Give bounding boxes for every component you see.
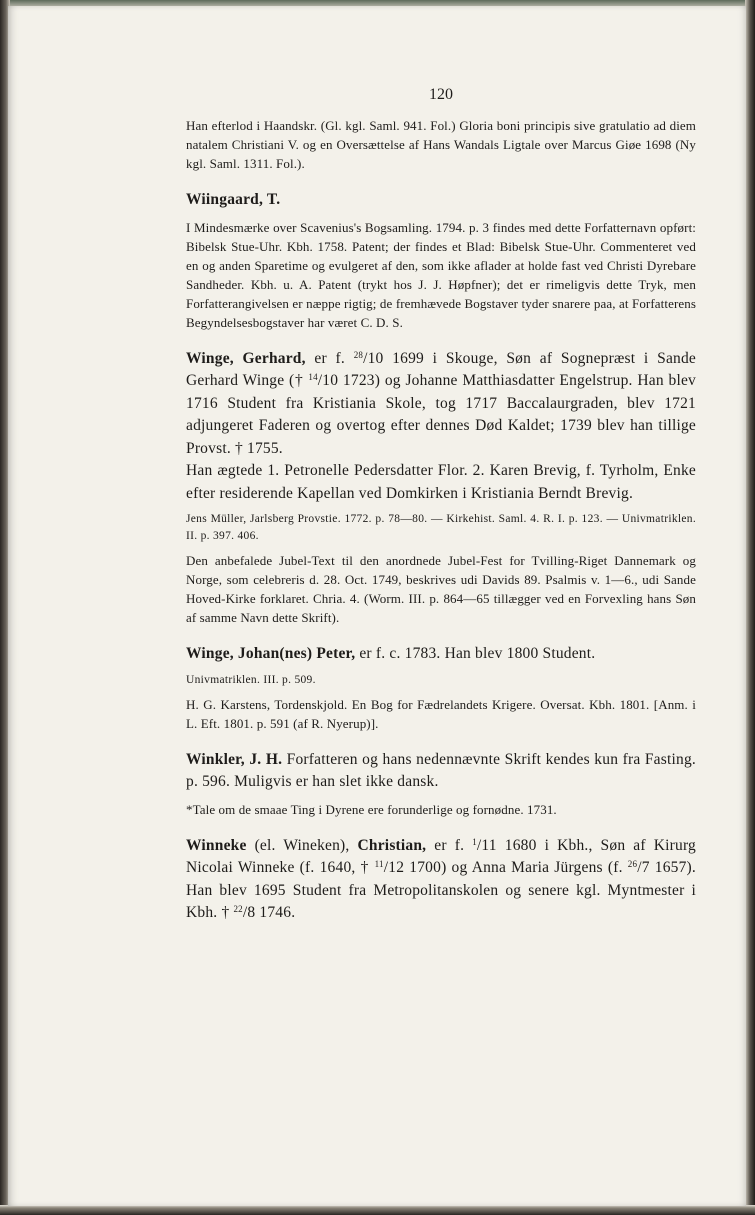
winkler-work: *Tale om de smaae Ting i Dyrene ere forunderlige og fornødne. 1731.	[186, 801, 557, 817]
entry-name: Winge, Gerhard,	[186, 349, 306, 367]
entry-name: Winneke	[186, 836, 247, 854]
winge-jp-work: H. G. Karstens, Tordenskjold. En Bog for Fædrelandets Krigere. Oversat. Kbh. 1801. [Anm. i L. Eft. 1801. p. 591 (af R. Nyerup)].	[186, 696, 696, 731]
entry-winneke: Winneke (el. Wineken), Christian, er f. $^1$/11 1680 i Kbh., Søn af Kirurg Nicolai Winneke (f. 1640, † $^{11}$/12 1700) og Anna Maria Jürgens (f. $^{26}$/7 1657). Han blev 1695 Student fra Metropolitanskolen og senere kgl. Myntmester i Kbh. † $^{22}$/8 1746.	[186, 836, 696, 921]
winge-gerhard-marriage: Han ægtede 1. Petronelle Pedersdatter Flor. 2. Karen Brevig, f. Tyrholm, Enke efter residerende Kapellan ved Domkirken i Kristiania Berndt Brevig.	[186, 462, 696, 502]
wiingaard-body: I Mindesmærke over Scavenius's Bogsamling. 1794. p. 3 findes med dette Forfatternavn opført: Bibelsk Stue-Uhr. Kbh. 1758. Patent; der findes et Blad: Bibelsk Stue-Uhr. Commenteret ved en og anden Sparetime og evulgeret af den, som ikke aflader at holde fast ved Christi Dyrebare Sandheder. Kbh. u. A. Patent (trykt hos J. J. Høpfner); det er rimeligvis dette Tryk, men Forfatterangivelsen er næppe rigtig; de fremhævede Bogstaver tyder snarere paa, at Forfatterens Begyndelsesbogstaver har været C. D. S.	[186, 219, 696, 330]
page-right-edge	[745, 0, 755, 1215]
entry-name: Winge, Johan(nes) Peter,	[186, 645, 356, 662]
entry-name: Winkler, J. H.	[186, 750, 283, 768]
winge-gerhard-work: Den anbefalede Jubel-Text til den anordnede Jubel-Fest for Tvilling-Riget Dannemark og Norge, som celebreris d. 28. Oct. 1749, beskrives udi Davids 89. Psalmis v. 1—6., udi Sande Hoved-Kirke forklaret. Chria. 4. (Worm. III. p. 864—65 tillægger ved en Forvexling hans Søn af samme Navn dette Skrift).	[186, 553, 696, 625]
entry-winge-gerhard: Winge, Gerhard, er f. $^{28}$/10 1699 i Skouge, Søn af Sognepræst i Sande Gerhard Winge († $^{14}$/10 1723) og Johanne Matthiasdatter Engelstrup. Han blev 1716 Student fra Kristiania Skole, tog 1717 Baccalaurgraden, blev 1721 adjungeret Faderen og overtog efter dennes Død Kaldet; 1739 blev han tillige Provst. † 1755.	[186, 349, 697, 457]
page-bottom-edge	[0, 1205, 755, 1215]
entry-winge-johan-peter: Winge, Johan(nes) Peter, er f. c. 1783. Han blev 1800 Student.	[186, 645, 596, 662]
winge-jp-sources: Univmatriklen. III. p. 509.	[186, 673, 316, 686]
entry-winkler: Winkler, J. H. Forfatteren og hans nedennævnte Skrift kendes kun fra Fasting. p. 596. Muligvis er han slet ikke dansk.	[186, 750, 696, 790]
page-number: 120	[429, 86, 453, 103]
intro-paragraph: Han efterlod i Haandskr. (Gl. kgl. Saml. 941. Fol.) Gloria boni principis sive gratulatio ad diem natalem Christiani V. og en Oversættelse af Hans Wandals Ligtale over Marcus Giøe 1698 (Ny kgl. Saml. 1311. Fol.).	[186, 118, 696, 171]
entry-heading-wiingaard	[186, 189, 696, 212]
entry-name: Wiingaard, T.	[186, 191, 281, 208]
winge-gerhard-sources: Jens Müller, Jarlsberg Provstie. 1772. p. 78—80. — Kirkehist. Saml. 4. R. I. p. 123. — Univmatriklen. II. p. 397. 406.	[186, 513, 696, 542]
page-content	[186, 86, 696, 925]
